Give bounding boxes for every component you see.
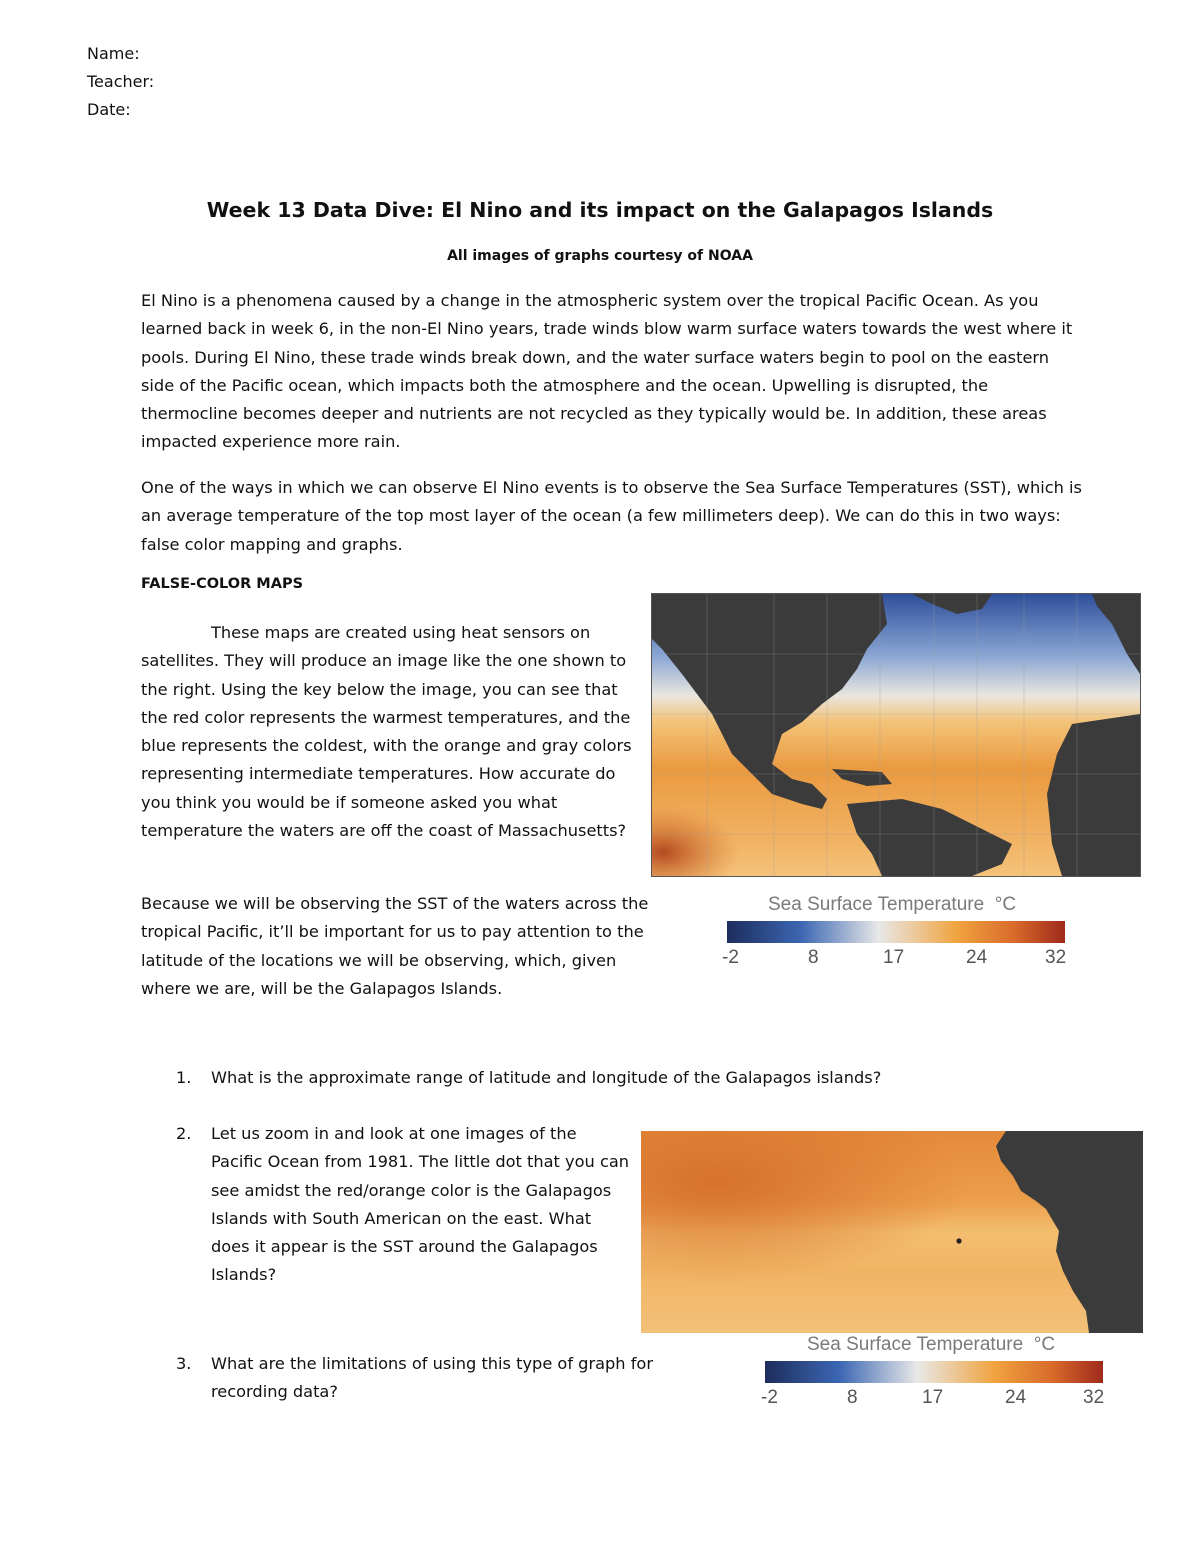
page-title: Week 13 Data Dive: El Nino and its impact on the Galapagos Islands: [206, 198, 994, 222]
false-color-text: These maps are created using heat sensors on satellites. They will produce an image like the one shown to the right. Using the key below the image, you can see that the red color represents the warmest temperatures, and the blue represents the coldest, with the orange and gray colors representing intermediate temperatures. How accurate do you think you would be if someone asked you what temperature the waters are off the coast of Massachusetts?: [141, 623, 632, 841]
false-color-paragraph: [141, 619, 641, 845]
legend-2-unit: °C: [1033, 1334, 1056, 1355]
question-3: [176, 1350, 696, 1410]
name-label: Name:: [87, 44, 140, 63]
legend-1-tick: 17: [883, 947, 905, 968]
false-color-heading: FALSE-COLOR MAPS: [141, 576, 304, 592]
teacher-label: Teacher:: [87, 72, 155, 91]
legend-2-tick: 8: [847, 1387, 858, 1408]
legend-1-unit: °C: [994, 894, 1017, 915]
question-2: [176, 1120, 630, 1300]
legend-1-colorbar: [727, 921, 1065, 943]
legend-2-tick: -2: [761, 1387, 778, 1408]
legend-2-label: Sea Surface Temperature °C: [807, 1334, 1056, 1355]
legend-1-label: Sea Surface Temperature °C: [768, 894, 1017, 915]
intro-paragraph: El Nino is a phenomena caused by a change in the atmospheric system over the tropical Pacific Ocean. As you learned back in week 6, in the non-El Nino years, trade winds blow warm surface waters towards the west where it pools. During El Nino, these trade winds break down, and the water surface waters begin to pool on the eastern side of the Pacific ocean, which impacts both the atmosphere and the ocean. Upwelling is disrupted, the thermocline becomes deeper and nutrients are not recycled as they typically would be. In addition, these areas impacted experience more rain.: [141, 291, 1073, 452]
sst-paragraph: One of the ways in which we can observe El Nino events is to observe the Sea Surface Temperatures (SST), which is an average temperature of the top most layer of the ocean (a few millimeters deep). We can do this in two ways: false color mapping and graphs.: [141, 478, 1082, 554]
page-subtitle: All images of graphs courtesy of NOAA: [447, 248, 753, 264]
legend-1-tick: 32: [1045, 947, 1067, 968]
galapagos-sst-map: [641, 1131, 1143, 1333]
legend-2-colorbar: [765, 1361, 1103, 1383]
legend-2-tick: 32: [1083, 1387, 1105, 1408]
question-number: 1.: [176, 1068, 192, 1087]
question-1: [176, 1064, 1076, 1094]
question-text: What are the limitations of using this type of graph for recording data?: [211, 1354, 653, 1402]
legend-2-tick: 17: [922, 1387, 944, 1408]
question-text: Let us zoom in and look at one images of the Pacific Ocean from 1981. The little dot that you can see amidst the red/orange color is the Galapagos Islands with South American on the east. What does it appear is the SST around the Galapagos Islands?: [211, 1124, 630, 1285]
legend-1-tick: -2: [722, 947, 739, 968]
question-number: 2.: [176, 1124, 192, 1143]
question-number: 3.: [176, 1354, 192, 1373]
atlantic-sst-map: [651, 593, 1141, 877]
date-label: Date:: [87, 100, 131, 119]
question-text: What is the approximate range of latitude and longitude of the Galapagos islands?: [211, 1068, 882, 1087]
latitude-paragraph: Because we will be observing the SST of the waters across the tropical Pacific, it’ll be important for us to pay attention to the latitude of the locations we will be observing, which, given where we are, will be the Galapagos Islands.: [141, 894, 649, 998]
legend-1-tick: 24: [966, 947, 988, 968]
legend-2-tick: 24: [1005, 1387, 1027, 1408]
legend-1-tick: 8: [808, 947, 819, 968]
